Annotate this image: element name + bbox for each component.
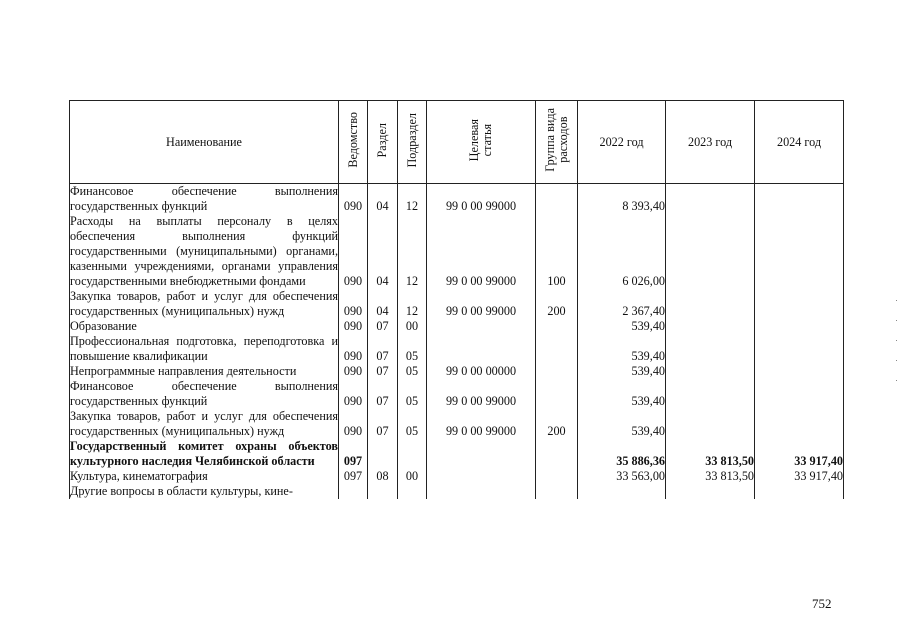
cell-gruppa: [536, 184, 578, 215]
table-row: [70, 184, 844, 215]
cell-name: Другие вопросы в области культуры, кине-: [70, 484, 339, 499]
cell-vedomstvo: 090: [339, 319, 368, 334]
cell-vedomstvo: 090: [339, 289, 368, 319]
cell-vedomstvo: [339, 484, 368, 499]
cell-2022: 6 026,00: [578, 214, 666, 289]
table-row: [70, 439, 844, 469]
cell-2024: [755, 289, 844, 319]
cell-razdel: 07: [368, 379, 398, 409]
cell-celevaya-statya: 99 0 00 99000: [427, 289, 536, 319]
cell-vedomstvo: 090: [339, 379, 368, 409]
cell-vedomstvo: 097: [339, 439, 368, 469]
table-row: [70, 409, 844, 439]
cell-2024: [755, 214, 844, 289]
cell-podrazdel: 05: [398, 364, 427, 379]
cell-2023: [666, 184, 755, 215]
cell-celevaya-statya: [427, 469, 536, 484]
col-header-2022: 2022 год: [578, 101, 666, 184]
cell-2022: 35 886,36: [578, 439, 666, 469]
cell-2024: [755, 334, 844, 364]
cell-2022: 539,40: [578, 409, 666, 439]
header-row: [70, 101, 844, 184]
cell-2023: [666, 334, 755, 364]
col-header-vedomstvo: Ведомство: [339, 101, 368, 184]
col-header-2024: 2024 год: [755, 101, 844, 184]
cell-vedomstvo: 090: [339, 214, 368, 289]
cell-podrazdel: [398, 439, 427, 469]
cell-vedomstvo: 090: [339, 184, 368, 215]
cell-name: Финансовое обеспечение выполнения государственных функций: [70, 379, 338, 408]
cell-gruppa: 200: [536, 289, 578, 319]
cell-razdel: [368, 484, 398, 499]
cell-celevaya-statya: 99 0 00 99000: [427, 214, 536, 289]
cell-2022: 8 393,40: [578, 184, 666, 215]
cell-razdel: 07: [368, 409, 398, 439]
cell-razdel: 04: [368, 184, 398, 215]
col-header-razdel: Раздел: [368, 101, 398, 184]
cell-2024: [755, 379, 844, 409]
cell-celevaya-statya: [427, 319, 536, 334]
cell-podrazdel: 00: [398, 469, 427, 484]
cell-razdel: 08: [368, 469, 398, 484]
table-row: [70, 214, 844, 289]
col-header-celevaya-statya: Целевая статья: [427, 101, 536, 184]
cell-celevaya-statya: [427, 484, 536, 499]
cell-2024: 33 917,40: [755, 439, 844, 469]
table-body: [70, 184, 844, 500]
cell-gruppa: [536, 439, 578, 469]
cell-2024: [755, 364, 844, 379]
cell-gruppa: 200: [536, 409, 578, 439]
cell-razdel: [368, 439, 398, 469]
margin-marks: [893, 300, 899, 420]
cell-podrazdel: [398, 484, 427, 499]
table-row: [70, 469, 844, 484]
cell-2024: [755, 484, 844, 499]
cell-razdel: 04: [368, 289, 398, 319]
cell-2023: [666, 289, 755, 319]
cell-gruppa: [536, 379, 578, 409]
table-row: [70, 319, 844, 334]
cell-gruppa: [536, 484, 578, 499]
cell-gruppa: [536, 319, 578, 334]
cell-celevaya-statya: 99 0 00 99000: [427, 379, 536, 409]
cell-podrazdel: 12: [398, 214, 427, 289]
cell-razdel: 04: [368, 214, 398, 289]
table-row: [70, 484, 844, 499]
cell-celevaya-statya: 99 0 00 99000: [427, 184, 536, 215]
cell-2023: [666, 319, 755, 334]
cell-name: Расходы на выплаты персоналу в целях обеспечения выполнения функций государственными (муниципальными) органами, казенными учреждениями, органами управления государственными внебюджетными фондами: [70, 214, 338, 288]
table-row: [70, 379, 844, 409]
cell-name: Закупка товаров, работ и услуг для обеспечения государственных (муниципальных) нужд: [70, 289, 338, 318]
cell-gruppa: 100: [536, 214, 578, 289]
cell-name: Непрограммные направления деятельности: [70, 364, 339, 379]
cell-2022: 539,40: [578, 319, 666, 334]
col-header-gruppa-vida-raskhodov: Группа вида расходов: [536, 101, 578, 184]
cell-celevaya-statya: 99 0 00 99000: [427, 409, 536, 439]
cell-celevaya-statya: 99 0 00 00000: [427, 364, 536, 379]
cell-vedomstvo: 097: [339, 469, 368, 484]
cell-podrazdel: 12: [398, 289, 427, 319]
cell-2023: [666, 364, 755, 379]
cell-celevaya-statya: [427, 439, 536, 469]
cell-2024: [755, 184, 844, 215]
cell-gruppa: [536, 334, 578, 364]
cell-vedomstvo: 090: [339, 409, 368, 439]
cell-2024: [755, 319, 844, 334]
cell-2024: 33 917,40: [755, 469, 844, 484]
cell-2022: 539,40: [578, 334, 666, 364]
cell-podrazdel: 05: [398, 409, 427, 439]
cell-gruppa: [536, 364, 578, 379]
cell-2023: [666, 214, 755, 289]
cell-2023: 33 813,50: [666, 439, 755, 469]
col-header-2023: 2023 год: [666, 101, 755, 184]
cell-name: Закупка товаров, работ и услуг для обеспечения государственных (муниципальных) нужд: [70, 409, 338, 438]
cell-name: Образование: [70, 319, 339, 334]
cell-2023: [666, 379, 755, 409]
cell-2022: 539,40: [578, 379, 666, 409]
cell-podrazdel: 05: [398, 379, 427, 409]
cell-razdel: 07: [368, 319, 398, 334]
cell-2022: 2 367,40: [578, 289, 666, 319]
cell-name: Государственный комитет охраны объектов культурного наследия Челябинской области: [70, 439, 338, 468]
cell-2024: [755, 409, 844, 439]
cell-podrazdel: 12: [398, 184, 427, 215]
cell-podrazdel: 00: [398, 319, 427, 334]
table-row: [70, 334, 844, 364]
cell-vedomstvo: 090: [339, 364, 368, 379]
budget-table: [69, 100, 844, 499]
table-row: [70, 289, 844, 319]
cell-name: Культура, кинематография: [70, 469, 339, 484]
col-header-name: Наименование: [70, 101, 339, 184]
cell-2023: [666, 409, 755, 439]
cell-gruppa: [536, 469, 578, 484]
col-header-podrazdel: Подраздел: [398, 101, 427, 184]
cell-razdel: 07: [368, 334, 398, 364]
cell-celevaya-statya: [427, 334, 536, 364]
cell-podrazdel: 05: [398, 334, 427, 364]
cell-2023: [666, 484, 755, 499]
cell-razdel: 07: [368, 364, 398, 379]
cell-name: Профессиональная подготовка, переподготовка и повышение квалификации: [70, 334, 338, 363]
cell-vedomstvo: 090: [339, 334, 368, 364]
cell-name: Финансовое обеспечение выполнения государственных функций: [70, 184, 338, 213]
page-number: 752: [812, 596, 832, 611]
cell-2022: 33 563,00: [578, 469, 666, 484]
table-row: [70, 364, 844, 379]
cell-2022: 539,40: [578, 364, 666, 379]
cell-2022: [578, 484, 666, 499]
cell-2023: 33 813,50: [666, 469, 755, 484]
